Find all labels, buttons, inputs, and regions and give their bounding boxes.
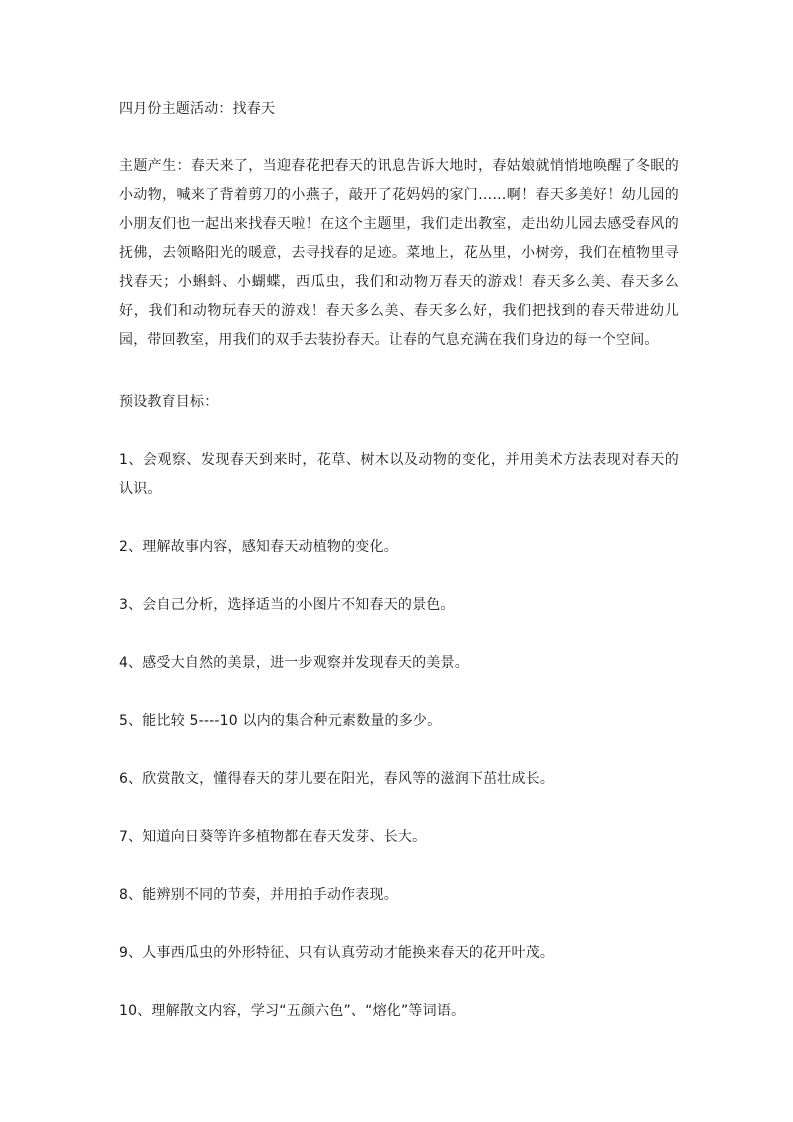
- goal-item-8: 8、能辨别不同的节奏，并用拍手动作表现。: [119, 887, 398, 903]
- goal-item-1: 1、会观察、发现春天到来时，花草、树木以及动物的变化，并用美术方法表现对春天的认识。: [119, 452, 679, 497]
- goal-item-9: 9、人事西瓜虫的外形特征、只有认真劳动才能换来春天的花开叶茂。: [119, 945, 555, 961]
- goal-item-4: 4、感受大自然的美景，进一步观察并发现春天的美景。: [119, 655, 469, 671]
- goal-item-10: 10、理解散文内容，学习“五颜六色”、“熔化”等词语。: [119, 1003, 466, 1019]
- document-title: 四月份主题活动：找春天: [119, 101, 276, 117]
- goal-item-2: 2、理解故事内容，感知春天动植物的变化。: [119, 539, 398, 555]
- goal-item-6: 6、欣赏散文，懂得春天的芽儿要在阳光，春风等的滋润下茁壮成长。: [119, 771, 555, 787]
- intro-paragraph: 主题产生：春天来了，当迎春花把春天的讯息告诉大地时，春姑娘就悄悄地唤醒了冬眠的小动物，喊来了背着剪刀的小燕子，敲开了花妈妈的家门……啊！春天多美好！幼儿园的小朋友们也一起出来找春天啦！在这个主题里，我们走出教室，走出幼儿园去感受春风的抚佛，去领略阳光的暖意，去寻找春的足迹。菜地上，花丛里，小树旁，我们在植物里寻找春天；小蝌蚪、小蝴蝶，西瓜虫，我们和动物万春天的游戏！春天多么美、春天多么好，我们和动物玩春天的游戏！春天多么美、春天多么好，我们把找到的春天带进幼儿园，带回教室，用我们的双手去装扮春天。让春的气息充满在我们身边的每一个空间。: [119, 158, 679, 348]
- goal-item-5: 5、能比较 5----10 以内的集合种元素数量的多少。: [119, 713, 442, 729]
- goals-heading: 预设教育目标：: [119, 394, 219, 410]
- goal-item-7: 7、知道向日葵等许多植物都在春天发芽、长大。: [119, 829, 427, 845]
- goal-item-3: 3、会自己分析，选择适当的小图片不知春天的景色。: [119, 597, 455, 613]
